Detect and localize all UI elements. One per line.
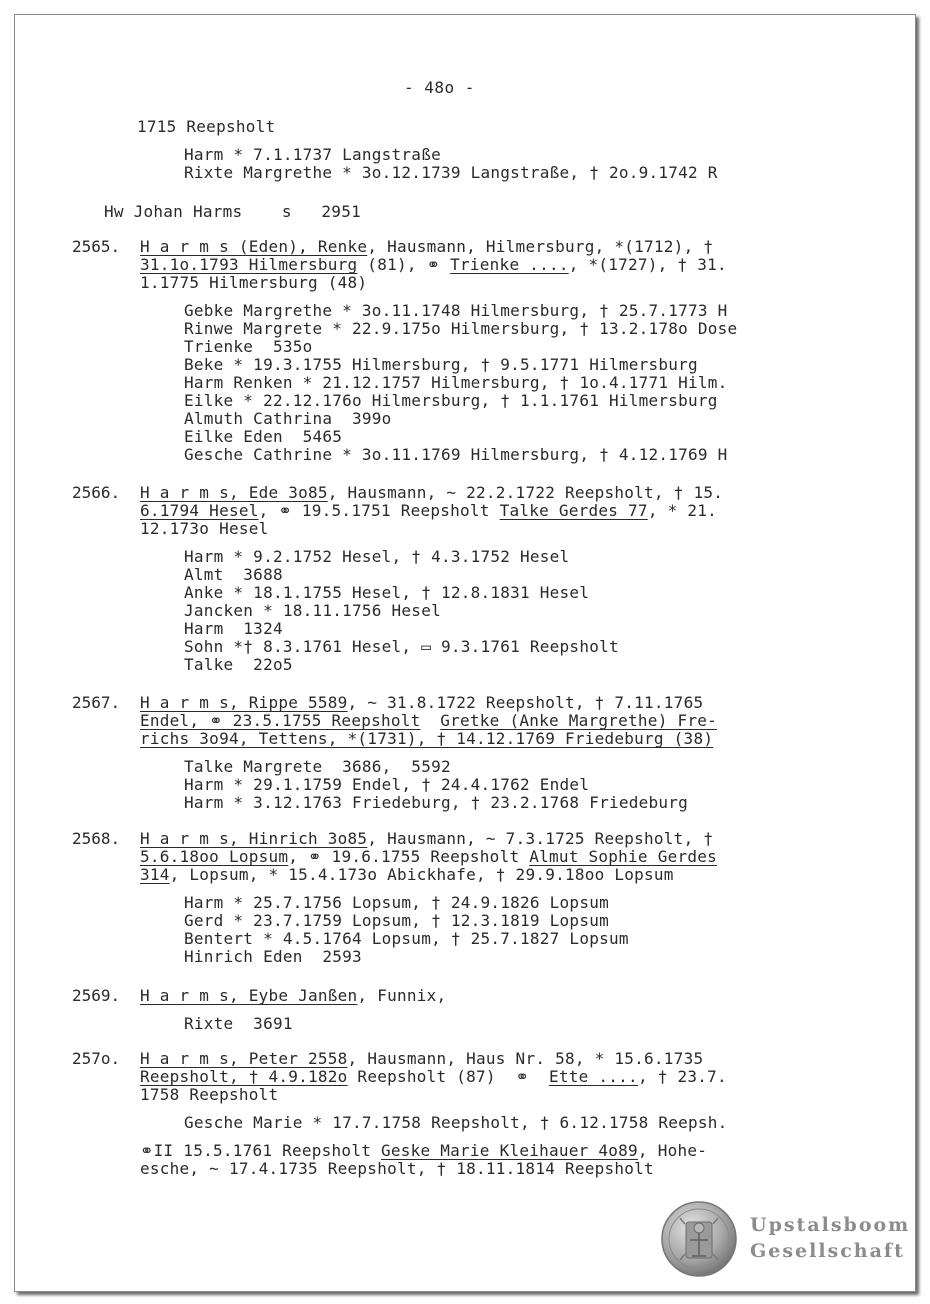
logo-line-2: Gesellschaft <box>750 1240 905 1262</box>
child-line: Almuth Cathrina 399o <box>184 409 392 428</box>
child-line: Gerd * 23.7.1759 Lopsum, † 12.3.1819 Lopsum <box>184 911 609 930</box>
year-line: 1715 Reepsholt <box>137 117 276 136</box>
logo-line-1: Upstalsboom <box>750 1214 911 1236</box>
person-name: H a r m s, Eybe Janßen <box>140 986 358 1005</box>
child-line: Rixte 3691 <box>184 1014 293 1033</box>
child-line: Almt 3688 <box>184 565 283 584</box>
entry-number: 2568. <box>72 829 121 848</box>
header-child-2: Rixte Margrethe * 3o.12.1739 Langstraße, † 2o.9.1742 R <box>184 163 718 182</box>
entry-line: H a r m s, Eybe Janßen, Funnix, <box>140 986 447 1005</box>
person-name: H a r m s (Eden), Renke <box>140 237 368 256</box>
child-line: Sohn *† 8.3.1761 Hesel, ▭ 9.3.1761 Reepsholt <box>184 637 619 656</box>
hw-line: Hw Johan Harms s 2951 <box>104 202 361 221</box>
entry-line: H a r m s, Hinrich 3o85, Hausmann, ~ 7.3.1725 Reepsholt, † <box>140 829 714 848</box>
entry-line: 6.1794 Hesel, ⚭ 19.5.1751 Reepsholt Talke Gerdes 77, * 21. <box>140 501 717 520</box>
child-line: Harm * 3.12.1763 Friedeburg, † 23.2.1768 Friedeburg <box>184 793 689 812</box>
child-line: Eilke Eden 5465 <box>184 427 343 446</box>
child-line: Harm * 9.2.1752 Hesel, † 4.3.1752 Hesel <box>184 547 570 566</box>
child-line: Harm Renken * 21.12.1757 Hilmersburg, † 1o.4.1771 Hilm. <box>184 373 728 392</box>
second-marriage-line: esche, ~ 17.4.1735 Reepsholt, † 18.11.1814 Reepsholt <box>140 1159 654 1178</box>
person-name: H a r m s, Hinrich 3o85 <box>140 829 368 848</box>
child-line: Bentert * 4.5.1764 Lopsum, † 25.7.1827 Lopsum <box>184 929 629 948</box>
seal-icon <box>660 1200 738 1278</box>
spouse-name: Gretke (Anke Margrethe) Fre- <box>440 711 717 730</box>
spouse-name: Geske Marie Kleihauer 4o89 <box>380 1141 638 1160</box>
entry-line: Endel, ⚭ 23.5.1755 Reepsholt Gretke (Anke Margrethe) Fre- <box>140 711 717 730</box>
entry-line: H a r m s, Peter 2558, Hausmann, Haus Nr. 58, * 15.6.1735 <box>140 1049 704 1068</box>
entry-line: H a r m s (Eden), Renke, Hausmann, Hilmersburg, *(1712), † <box>140 237 714 256</box>
spouse-name: Trienke .... <box>450 255 569 274</box>
entry-number: 257o. <box>72 1049 121 1068</box>
upstalsboom-logo <box>660 1200 910 1280</box>
entry-line: 1.1775 Hilmersburg (48) <box>140 273 368 292</box>
person-name: H a r m s, Rippe 5589 <box>140 693 348 712</box>
child-line: Gesche Cathrine * 3o.11.1769 Hilmersburg, † 4.12.1769 H <box>184 445 728 464</box>
entry-number: 2566. <box>72 483 121 502</box>
child-line: Harm * 29.1.1759 Endel, † 24.4.1762 Endel <box>184 775 590 794</box>
child-line: Talke 22o5 <box>184 655 293 674</box>
entry-line: richs 3o94, Tettens, *(1731), † 14.12.1769 Friedeburg (38) <box>140 729 714 748</box>
entry-line: 31.1o.1793 Hilmersburg (81), ⚭ Trienke ...., *(1727), † 31. <box>140 255 727 274</box>
child-line: Harm 1324 <box>184 619 283 638</box>
page-number: - 48o - <box>404 78 475 97</box>
header-child-1: Harm * 7.1.1737 Langstraße <box>184 145 441 164</box>
child-line: Anke * 18.1.1755 Hesel, † 12.8.1831 Hesel <box>184 583 590 602</box>
spouse-name: Ette .... <box>548 1067 638 1086</box>
entry-number: 2567. <box>72 693 121 712</box>
child-line: Trienke 535o <box>184 337 313 356</box>
entry-line: 12.173o Hesel <box>140 519 269 538</box>
child-line: Harm * 25.7.1756 Lopsum, † 24.9.1826 Lopsum <box>184 893 609 912</box>
entry-line: H a r m s, Ede 3o85, Hausmann, ~ 22.2.1722 Reepsholt, † 15. <box>140 483 724 502</box>
child-line: Eilke * 22.12.176o Hilmersburg, † 1.1.1761 Hilmersburg <box>184 391 718 410</box>
child-line: Hinrich Eden 2593 <box>184 947 362 966</box>
entry-line: 314, Lopsum, * 15.4.173o Abickhafe, † 29.9.18oo Lopsum <box>140 865 674 884</box>
second-marriage-line: ⚭II 15.5.1761 Reepsholt Geske Marie Kleihauer 4o89, Hohe- <box>140 1141 708 1160</box>
entry-number: 2565. <box>72 237 121 256</box>
child-line: Jancken * 18.11.1756 Hesel <box>184 601 441 620</box>
spouse-name: Talke Gerdes 77 <box>499 501 648 520</box>
spouse-name: Almut Sophie Gerdes <box>529 847 717 866</box>
person-name: H a r m s, Ede 3o85 <box>140 483 328 502</box>
entry-line: 1758 Reepsholt <box>140 1085 279 1104</box>
child-line: Rinwe Margrete * 22.9.175o Hilmersburg, † 13.2.178o Dose <box>184 319 738 338</box>
child-line: Gebke Margrethe * 3o.11.1748 Hilmersburg, † 25.7.1773 H <box>184 301 728 320</box>
person-name: H a r m s, Peter 2558 <box>140 1049 348 1068</box>
entry-line: H a r m s, Rippe 5589, ~ 31.8.1722 Reepsholt, † 7.11.1765 <box>140 693 704 712</box>
child-line: Gesche Marie * 17.7.1758 Reepsholt, † 6.12.1758 Reepsh. <box>184 1113 728 1132</box>
child-line: Beke * 19.3.1755 Hilmersburg, † 9.5.1771 Hilmersburg <box>184 355 698 374</box>
entry-number: 2569. <box>72 986 121 1005</box>
entry-line: Reepsholt, † 4.9.182o Reepsholt (87) ⚭ Ette ...., † 23.7. <box>140 1067 727 1086</box>
entry-line: 5.6.18oo Lopsum, ⚭ 19.6.1755 Reepsholt Almut Sophie Gerdes <box>140 847 717 866</box>
child-line: Talke Margrete 3686, 5592 <box>184 757 451 776</box>
